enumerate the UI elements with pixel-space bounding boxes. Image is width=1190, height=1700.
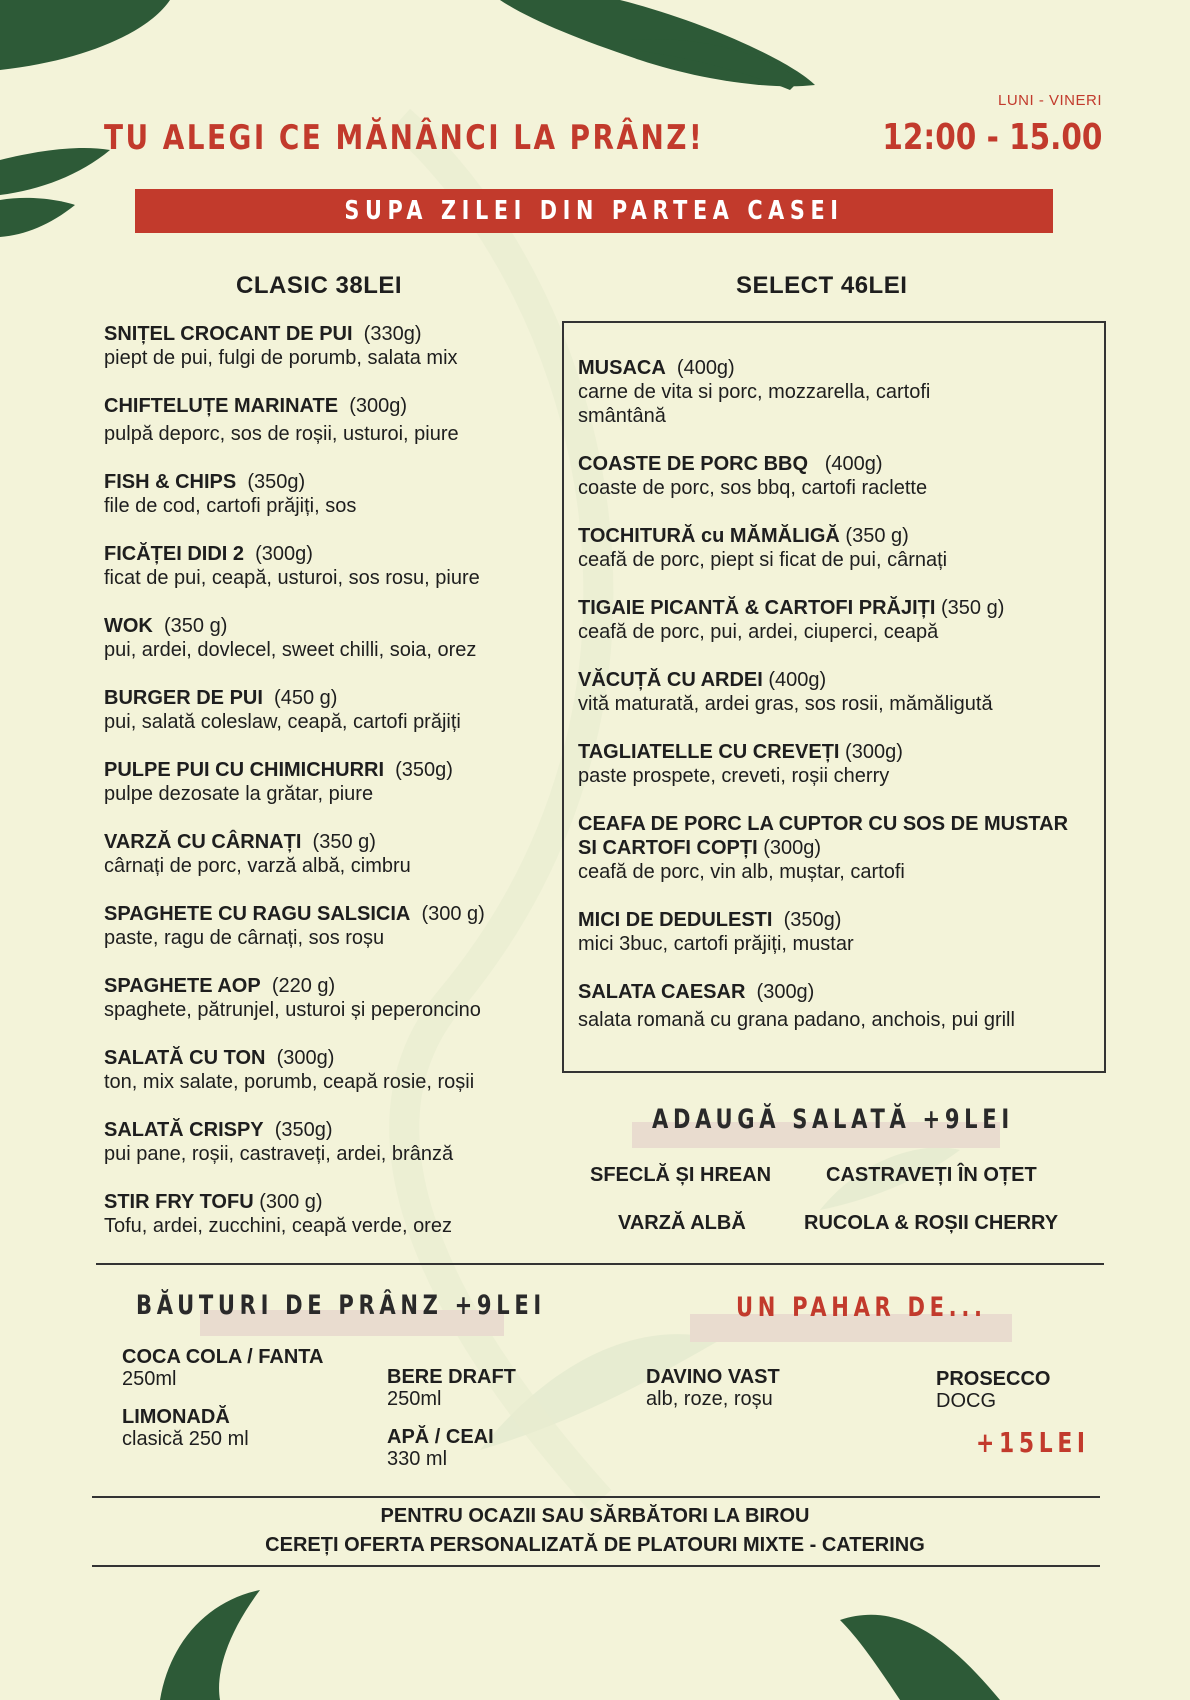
select-item [578,812,1068,884]
salad-option: VARZĂ ALBĂ [618,1212,746,1234]
clasic-item [104,1190,452,1238]
item-weight: (350 g) [312,831,376,853]
select-item [578,668,993,716]
item-desc: paste, ragu de cârnați, sos roșu [104,927,385,949]
salad-option: RUCOLA & ROȘII CHERRY [804,1212,1059,1234]
salad-option: CASTRAVEȚI ÎN OȚET [826,1164,1037,1186]
footer-line-2: CEREȚI OFERTA PERSONALIZATĂ DE PLATOURI MIXTE - CATERING [265,1534,925,1556]
select-item [578,740,903,788]
item-name: VĂCUȚĂ CU ARDEI [578,669,763,691]
item-desc: vită maturată, ardei gras, sos rosii, mămăligută [578,693,993,715]
drink-name: APĂ / CEAI [387,1426,494,1448]
item-weight: (400g) [824,453,883,475]
item-weight: (300g) [763,837,822,859]
clasic-item [104,686,461,734]
item-desc: coaste de porc, sos bbq, cartofi raclette [578,477,928,499]
drink-name: LIMONADĂ [122,1406,230,1428]
item-name: SPAGHETE CU RAGU SALSICIA [104,903,411,925]
item-weight: (300g) [845,741,903,763]
item-desc: piept de pui, fulgi de porumb, salata mix [104,347,458,369]
glass-detail: alb, roze, roșu [646,1388,773,1410]
item-weight: (330g) [363,323,422,345]
glass-item [646,1366,780,1410]
item-name: STIR FRY TOFU [104,1191,254,1213]
item-name: BURGER DE PUI [104,687,263,709]
clasic-item [104,974,481,1022]
item-desc: carne de vita si porc, mozzarella, cartofi [578,381,931,403]
glass-price: +15LEI [976,1426,1090,1459]
item-weight: (400g) [768,669,827,691]
hours-label: 12:00 - 15.00 [881,117,1102,158]
drink-item [122,1406,249,1450]
clasic-item [104,470,356,518]
glass-title: UN PAHAR DE... [736,1292,987,1323]
item-name: SI CARTOFI COPȚI [578,837,758,859]
item-name: SPAGHETE AOP [104,975,261,997]
item-weight: (350 g) [845,525,909,547]
item-weight: (300g) [756,981,815,1003]
soup-banner-text: SUPA ZILEI DIN PARTEA CASEI [344,196,844,226]
item-name: WOK [104,615,153,637]
soup-banner [135,189,1053,233]
select-item [578,980,1015,1032]
item-desc: ceafă de porc, pui, ardei, ciuperci, ceapă [578,621,939,643]
select-item [578,908,854,956]
select-item [578,356,930,428]
clasic-menu-title: CLASIC 38LEI [236,272,403,299]
item-desc: pui pane, roșii, castraveți, ardei, brânză [104,1143,454,1165]
clasic-item [104,614,476,662]
item-desc: pui, salată coleslaw, ceapă, cartofi prăjiți [104,711,461,733]
item-desc: spaghete, pătrunjel, usturoi și peperoncino [104,999,481,1021]
drink-item [387,1426,494,1470]
item-weight: (300 g) [421,903,485,925]
select-item [578,452,927,500]
glass-item [936,1368,1050,1412]
salad-option: SFECLĂ ȘI HREAN [590,1164,772,1186]
clasic-item [104,758,453,806]
item-name: MUSACA [578,357,666,379]
item-name: TOCHITURĂ cu MĂMĂLIGĂ [578,525,840,547]
clasic-item [104,1046,474,1094]
item-weight: (300 g) [259,1191,323,1213]
item-weight: (350 g) [940,597,1005,619]
item-name: VARZĂ CU CÂRNAȚI [104,831,302,853]
drink-name: BERE DRAFT [387,1366,516,1388]
item-desc: pulpe dezosate la grătar, piure [104,783,374,805]
drinks-title: BĂUTURI DE PRÂNZ +9LEI [136,1290,546,1321]
item-weight: (350 g) [164,615,228,637]
item-weight: (300g) [255,543,313,565]
drink-item [122,1346,323,1390]
item-desc: paste prospete, creveti, roșii cherry [578,765,890,787]
item-weight: (350g) [247,471,306,493]
drink-size: 250ml [122,1368,177,1390]
item-desc: smântână [578,405,666,427]
salad-addon-title: ADAUGĂ SALATĂ +9LEI [652,1104,1014,1135]
item-desc: pulpă deporc, sos de roșii, usturoi, piure [104,423,459,445]
item-name: SALATĂ CRISPY [104,1119,264,1141]
select-menu-title: SELECT 46LEI [736,272,908,299]
glass-name: PROSECCO [936,1368,1051,1390]
item-desc: ceafă de porc, vin alb, muștar, cartofi [578,861,905,883]
drink-item [387,1366,516,1410]
item-name: COASTE DE PORC BBQ [578,453,809,475]
page-headline: TU ALEGI CE MĂNÂNCI LA PRÂNZ! [104,118,705,158]
item-weight: (300g) [349,395,407,417]
clasic-item [104,394,459,446]
item-desc: file de cod, cartofi prăjiți, sos [104,495,357,517]
item-name: PULPE PUI CU CHIMICHURRI [104,759,385,781]
item-desc: pui, ardei, dovlecel, sweet chilli, soia, orez [104,639,477,661]
item-weight: (400g) [676,357,735,379]
divider [92,1565,1100,1567]
divider [92,1496,1100,1498]
item-weight: (350g) [395,759,453,781]
item-name: CEAFA DE PORC LA CUPTOR CU SOS DE MUSTAR [578,813,1069,835]
drink-size: 330 ml [387,1448,448,1470]
clasic-item [104,830,411,878]
clasic-item [104,1118,453,1166]
select-item [578,596,1004,644]
item-desc: Tofu, ardei, zucchini, ceapă verde, orez [104,1215,452,1237]
item-name: SALATĂ CU TON [104,1047,266,1069]
glass-name: DAVINO VAST [646,1366,780,1388]
select-item [578,524,947,572]
item-name: TIGAIE PICANTĂ & CARTOFI PRĂJIȚI [578,597,936,619]
item-weight: (220 g) [271,975,336,997]
item-weight: (450 g) [274,687,338,709]
item-name: SALATA CAESAR [578,981,746,1003]
clasic-item [104,542,480,590]
item-desc: ceafă de porc, piept si ficat de pui, cârnați [578,549,948,571]
glass-detail: DOCG [936,1390,996,1412]
item-name: MICI DE DEDULESTI [578,909,773,931]
days-label: LUNI - VINERI [997,92,1102,109]
item-name: FICĂȚEI DIDI 2 [104,543,245,565]
divider [96,1263,1104,1265]
item-name: SNIȚEL CROCANT DE PUI [104,323,353,345]
item-desc: ficat de pui, ceapă, usturoi, sos rosu, piure [104,567,480,589]
clasic-item [104,902,485,950]
item-desc: ton, mix salate, porumb, ceapă rosie, roșii [104,1071,475,1093]
item-name: CHIFTELUȚE MARINATE [104,395,339,417]
footer-line-1: PENTRU OCAZII SAU SĂRBĂTORI LA BIROU [380,1505,810,1527]
item-desc: cârnați de porc, varză albă, cimbru [104,855,411,877]
item-weight: (300g) [276,1047,335,1069]
item-desc: salata romană cu grana padano, anchois, pui grill [578,1009,1015,1031]
item-desc: mici 3buc, cartofi prăjiți, mustar [578,933,854,955]
item-name: FISH & CHIPS [104,471,237,493]
item-weight: (350g) [274,1119,333,1141]
item-weight: (350g) [783,909,842,931]
item-name: TAGLIATELLE CU CREVEȚI [578,741,840,763]
clasic-item [104,322,458,370]
drink-name: COCA COLA / FANTA [122,1346,324,1368]
drink-size: clasică 250 ml [122,1428,249,1450]
drink-size: 250ml [387,1388,442,1410]
